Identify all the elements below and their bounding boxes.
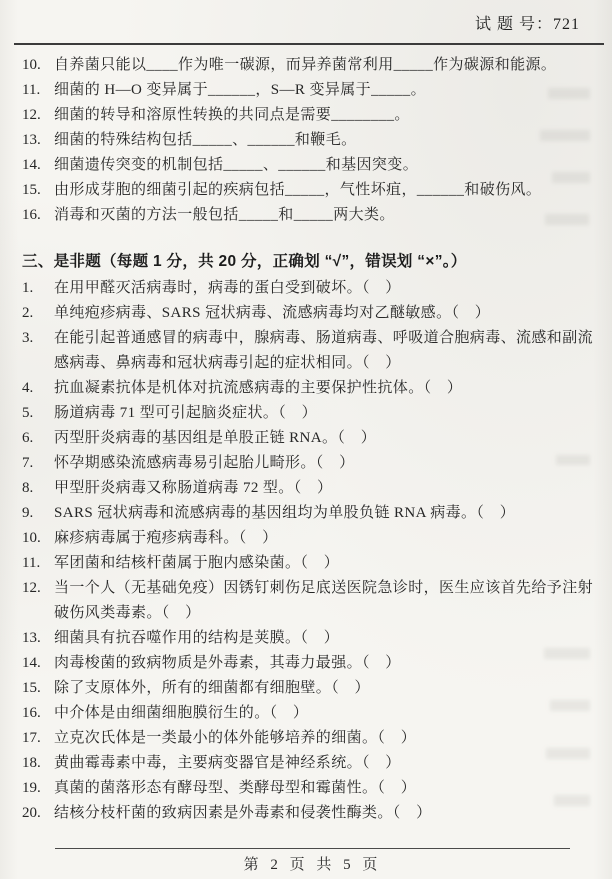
question-text: 黄曲霉毒素中毒，主要病变器官是神经系统。（ ）: [54, 755, 401, 771]
question-text: 单纯疱疹病毒、SARS 冠状病毒、流感病毒均对乙醚敏感。（ ）: [54, 305, 491, 321]
question-text: 肠道病毒 71 型可引起脑炎症状。（ ）: [54, 405, 318, 421]
tf-item-6: [22, 426, 594, 451]
question-number: 2.: [22, 305, 34, 321]
question-text: 丙型肝炎病毒的基因组是单股正链 RNA。（ ）: [54, 430, 377, 446]
question-number: 16.: [22, 705, 41, 721]
question-text: 除了支原体外，所有的细菌都有细胞壁。（ ）: [54, 680, 370, 696]
tf-item-10: [22, 526, 594, 551]
question-text: 真菌的菌落形态有酵母型、类酵母型和霉菌性。（ ）: [54, 780, 417, 796]
question-number: 10.: [22, 530, 41, 546]
question-number: 14.: [22, 655, 41, 671]
tf-item-17: [22, 726, 594, 751]
question-number: 15.: [22, 182, 41, 198]
question-number: 8.: [22, 480, 34, 496]
question-text: 抗血凝素抗体是机体对抗流感病毒的主要保护性抗体。（ ）: [54, 380, 463, 396]
exam-header: [0, 0, 612, 34]
fill-blank-item-11: [22, 78, 594, 103]
true-false-list: [0, 276, 612, 826]
tf-item-2: [22, 301, 594, 326]
question-number: 7.: [22, 455, 34, 471]
question-text: 细菌的转导和溶原性转换的共同点是需要________。: [54, 107, 410, 123]
fill-blank-item-13: [22, 128, 594, 153]
tf-item-7: [22, 451, 594, 476]
question-number: 13.: [22, 132, 41, 148]
fill-blank-item-15: [22, 178, 594, 203]
tf-item-5: [22, 401, 594, 426]
question-number: 16.: [22, 207, 41, 223]
question-text: 立克次氏体是一类最小的体外能够培养的细菌。（ ）: [54, 730, 417, 746]
page-footer: [55, 848, 570, 874]
question-number: 3.: [22, 330, 34, 346]
question-number: 18.: [22, 755, 41, 771]
tf-item-13: [22, 626, 594, 651]
question-number: 4.: [22, 380, 34, 396]
fill-blank-item-10: [22, 53, 594, 78]
fill-blank-item-14: [22, 153, 594, 178]
question-text: 中介体是由细菌细胞膜衍生的。（ ）: [54, 705, 309, 721]
question-text: 怀孕期感染流感病毒易引起胎儿畸形。（ ）: [54, 455, 355, 471]
tf-item-15: [22, 676, 594, 701]
question-number: 1.: [22, 280, 34, 296]
tf-item-18: [22, 751, 594, 776]
question-text: 细菌的 H—O 变异属于______，S—R 变异属于_____。: [54, 82, 426, 98]
question-text: 在能引起普通感冒的病毒中，腺病毒、肠道病毒、呼吸道合胞病毒、流感和副流感病毒、鼻病毒和冠状病毒引起的症状相同。（ ）: [54, 330, 594, 371]
question-text: 当一个人（无基础免疫）因锈钉刺伤足底送医院急诊时，医生应该首先给予注射破伤风类毒素。（ ）: [54, 580, 594, 621]
question-text: 细菌的特殊结构包括_____、______和鞭毛。: [54, 132, 357, 148]
tf-item-14: [22, 651, 594, 676]
question-text: 消毒和灭菌的方法一般包括_____和_____两大类。: [54, 207, 395, 223]
header-divider: [14, 43, 604, 45]
tf-item-19: [22, 776, 594, 801]
section-heading: 三、是非题（每题 1 分，共 20 分，正确划 “√”，错误划 “×”。）: [22, 253, 467, 270]
question-number: 10.: [22, 57, 41, 73]
question-number: 6.: [22, 430, 34, 446]
exam-number: 721: [553, 16, 580, 33]
question-number: 13.: [22, 630, 41, 646]
question-number: 12.: [22, 580, 41, 596]
question-text: 肉毒梭菌的致病物质是外毒素，其毒力最强。（ ）: [54, 655, 401, 671]
question-number: 20.: [22, 805, 41, 821]
question-text: SARS 冠状病毒和流感病毒的基因组均为单股负链 RNA 病毒。（ ）: [54, 505, 516, 521]
question-text: 自养菌只能以____作为唯一碳源，而异养菌常利用_____作为碳源和能源。: [54, 57, 557, 73]
question-text: 在用甲醛灭活病毒时，病毒的蛋白受到破坏。（ ）: [54, 280, 401, 296]
page-number: 第 2 页 共 5 页: [243, 857, 382, 873]
question-number: 11.: [22, 82, 41, 98]
tf-item-4: [22, 376, 594, 401]
question-number: 11.: [22, 555, 41, 571]
tf-item-8: [22, 476, 594, 501]
question-text: 由形成芽胞的细菌引起的疾病包括_____，气性坏疽，______和破伤风。: [54, 182, 542, 198]
tf-item-12: [22, 576, 594, 626]
question-text: 甲型肝炎病毒又称肠道病毒 72 型。（ ）: [54, 480, 333, 496]
question-text: 军团菌和结核杆菌属于胞内感染菌。（ ）: [54, 555, 340, 571]
question-text: 麻疹病毒属于疱疹病毒科。（ ）: [54, 530, 278, 546]
tf-item-9: [22, 501, 594, 526]
tf-item-16: [22, 701, 594, 726]
question-number: 9.: [22, 505, 34, 521]
tf-item-11: [22, 551, 594, 576]
tf-item-20: [22, 801, 594, 826]
question-number: 14.: [22, 157, 41, 173]
question-text: 细菌遗传突变的机制包括_____、______和基因突变。: [54, 157, 419, 173]
fill-blank-item-16: [22, 203, 594, 228]
tf-item-3: [22, 326, 594, 376]
exam-number-label: 试 题 号：: [474, 16, 553, 33]
fill-blank-item-12: [22, 103, 594, 128]
question-number: 17.: [22, 730, 41, 746]
tf-item-1: [22, 276, 594, 301]
question-number: 5.: [22, 405, 34, 421]
question-text: 细菌具有抗吞噬作用的结构是荚膜。（ ）: [54, 630, 340, 646]
question-text: 结核分枝杆菌的致病因素是外毒素和侵袭性酶类。（ ）: [54, 805, 432, 821]
question-number: 15.: [22, 680, 41, 696]
fill-blank-list: [0, 53, 612, 228]
question-number: 19.: [22, 780, 41, 796]
question-number: 12.: [22, 107, 41, 123]
